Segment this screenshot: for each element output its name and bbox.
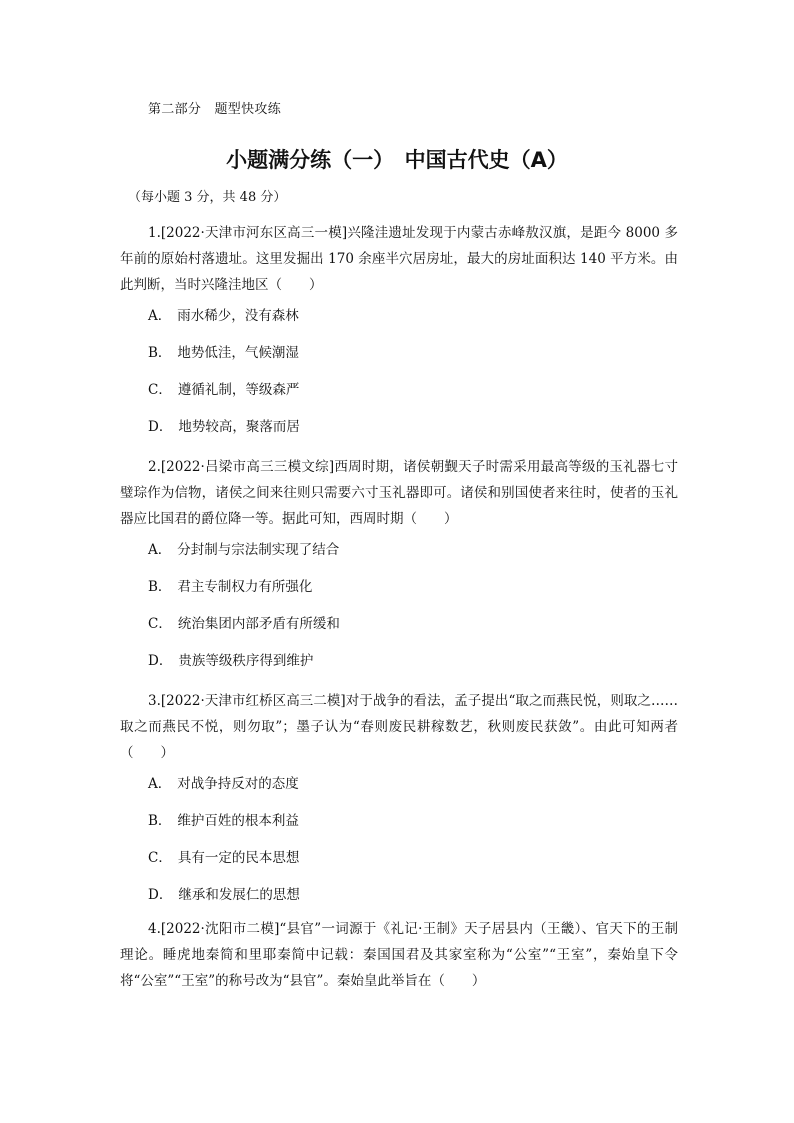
option-text: 具有一定的民本思想	[177, 850, 300, 866]
option-letter: C．	[148, 616, 172, 632]
option-letter: A．	[148, 542, 172, 558]
question-1-option-c	[148, 380, 299, 400]
option-text: 继承和发展仁的思想	[178, 887, 300, 903]
option-letter: B．	[148, 813, 172, 829]
option-text: 地势较高，聚落而居	[178, 419, 300, 435]
question-2-stem: 2.[2022·吕梁市高三三模文综]西周时期，诸侯朝觐天子时需采用最高等级的玉礼器七寸璧琮作为信物，诸侯之间来往则只需要六寸玉礼器即可。诸侯和别国使者来往时，使者的玉礼器应比国君的爵位降一等。据此可知，西周时期（ ）	[120, 459, 678, 527]
question-3-option-b	[148, 811, 299, 831]
option-letter: D．	[148, 419, 173, 435]
question-2-option-d	[148, 651, 313, 671]
question-3-option-c	[148, 848, 299, 868]
option-letter: A．	[148, 776, 172, 792]
option-text: 分封制与宗法制实现了结合	[177, 542, 340, 558]
question-4-stem: 4.[2022·沈阳市二模]“县官”一词源于《礼记·王制》天子居县内（王畿）、官天下的王制理论。睡虎地秦简和里耶秦简中记载：秦国国君及其家室称为“公室”“王室”，秦始皇下令将“公室”“王室”的称号改为“县官”。秦始皇此举旨在（ ）	[120, 921, 678, 989]
question-2-option-a	[148, 540, 339, 560]
option-text: 地势低洼，气候潮湿	[177, 345, 299, 361]
question-1-option-d	[148, 417, 300, 437]
option-text: 维护百姓的根本利益	[177, 813, 299, 829]
option-text: 雨水稀少，没有森林	[177, 308, 299, 324]
option-text: 君主专制权力有所强化	[177, 579, 313, 595]
page-title: 小题满分练（一） 中国古代史（A）	[226, 148, 568, 172]
option-letter: C．	[148, 382, 172, 398]
option-letter: A．	[148, 308, 172, 324]
question-1-stem: 1.[2022·天津市河东区高三一模]兴隆洼遗址发现于内蒙古赤峰敖汉旗，是距今 8000 多年前的原始村落遗址。这里发掘出 170 余座半穴居房址，最大的房址面积达 140 平方米。由此判断，当时兴隆洼地区（ ）	[120, 225, 678, 293]
option-text: 对战争持反对的态度	[177, 776, 299, 792]
option-letter: B．	[148, 345, 172, 361]
section-header: 第二部分 题型快攻练	[148, 102, 282, 117]
option-letter: C．	[148, 850, 172, 866]
option-text: 遵循礼制，等级森严	[177, 382, 300, 398]
question-1-option-b	[148, 343, 299, 363]
option-text: 贵族等级秩序得到维护	[178, 653, 314, 669]
option-letter: B．	[148, 579, 172, 595]
score-note: （每小题 3 分，共 48 分）	[128, 190, 287, 205]
option-letter: D．	[148, 887, 173, 903]
question-3-option-d	[148, 885, 300, 905]
question-2-option-b	[148, 577, 312, 597]
option-letter: D．	[148, 653, 173, 669]
question-1-option-a	[148, 306, 299, 326]
question-3-option-a	[148, 774, 299, 794]
option-text: 统治集团内部矛盾有所缓和	[177, 616, 340, 632]
question-3-stem: 3.[2022·天津市红桥区高三二模]对于战争的看法，孟子提出“取之而燕民悦，则取之……取之而燕民不悦，则勿取”；墨子认为“春则废民耕稼数艺，秋则废民获敛”。由此可知两者（ ）	[120, 693, 678, 761]
question-2-option-c	[148, 614, 340, 634]
